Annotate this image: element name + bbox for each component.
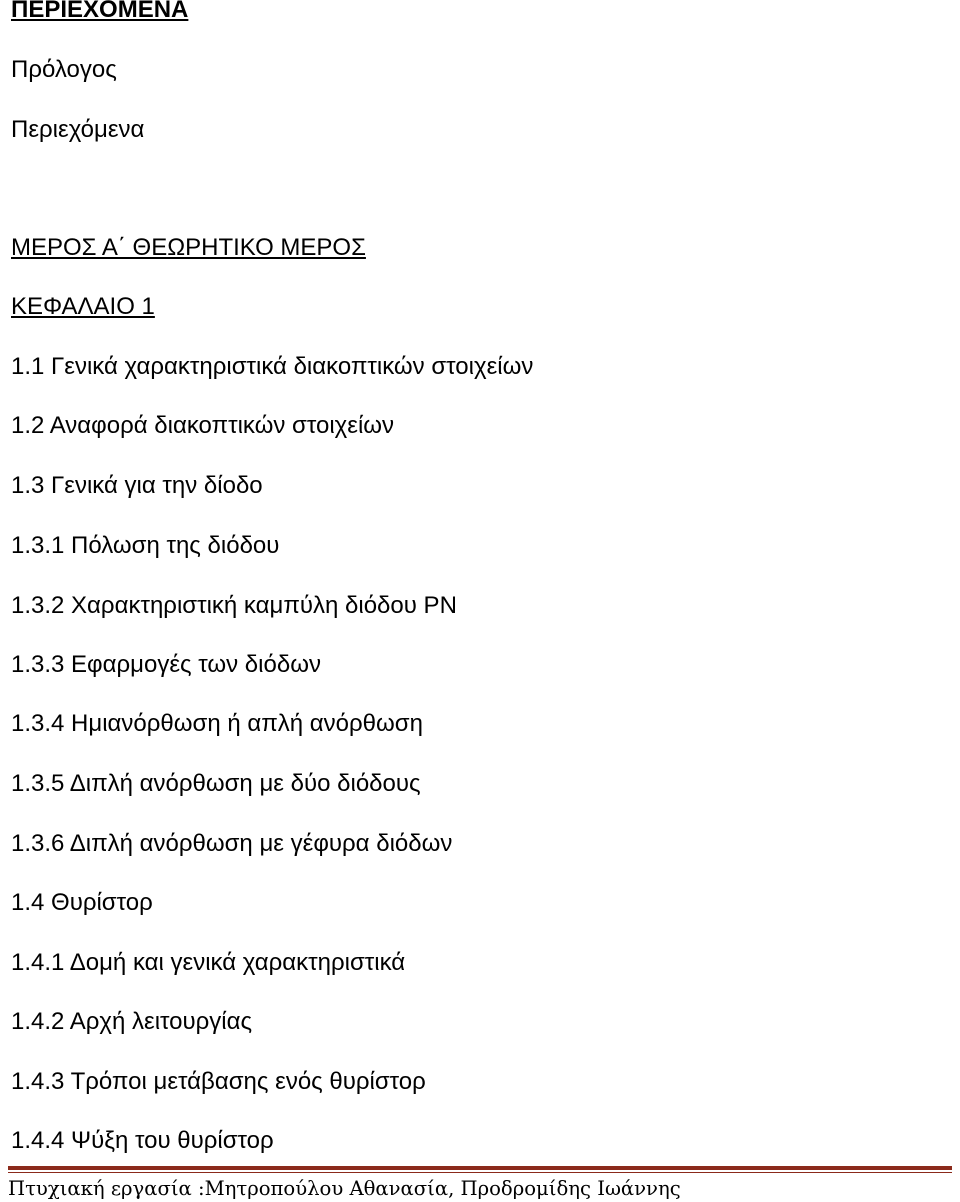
- toc-entry-1-4: 1.4 Θυρίστορ: [11, 889, 153, 916]
- toc-entry-1-3-6: 1.3.6 Διπλή ανόρθωση με γέφυρα διόδων: [11, 830, 453, 857]
- toc-entry-1-3-4: 1.3.4 Ημιανόρθωση ή απλή ανόρθωση: [11, 710, 423, 737]
- toc-front-matter-prologue: Πρόλογος: [11, 56, 117, 83]
- toc-entry-1-3-3: 1.3.3 Εφαρμογές των διόδων: [11, 651, 321, 678]
- page-title: ΠΕΡΙΕΧΟΜΕΝΑ: [11, 0, 189, 23]
- toc-front-matter-contents: Περιεχόμενα: [11, 116, 145, 143]
- toc-entry-1-3-1: 1.3.1 Πόλωση της διόδου: [11, 532, 280, 559]
- toc-chapter-title: ΚΕΦΑΛΑΙΟ 1: [11, 293, 155, 320]
- toc-entry-1-4-2: 1.4.2 Αρχή λειτουργίας: [11, 1008, 253, 1035]
- toc-entry-1-3-5: 1.3.5 Διπλή ανόρθωση με δύο διόδους: [11, 770, 421, 797]
- toc-entry-1-2: 1.2 Αναφορά διακοπτικών στοιχείων: [11, 412, 395, 439]
- toc-part-title: ΜΕΡΟΣ Α΄ ΘΕΩΡΗΤΙΚΟ ΜΕΡΟΣ: [11, 234, 366, 261]
- toc-entry-1-4-4: 1.4.4 Ψύξη του θυρίστορ: [11, 1127, 274, 1154]
- toc-entry-1-4-1: 1.4.1 Δομή και γενικά χαρακτηριστικά: [11, 949, 406, 976]
- footer-rule-thick: [8, 1166, 952, 1170]
- toc-entry-1-1: 1.1 Γενικά χαρακτηριστικά διακοπτικών στοιχείων: [11, 353, 534, 380]
- page-footer: Πτυχιακή εργασία :Μητροπούλου Αθανασία, Προδρομίδης Ιωάννης: [8, 1177, 681, 1200]
- footer-rule-thin: [8, 1172, 952, 1173]
- toc-entry-1-3-2: 1.3.2 Χαρακτηριστική καμπύλη διόδου PN: [11, 592, 457, 619]
- toc-entry-1-4-3: 1.4.3 Τρόποι μετάβασης ενός θυρίστορ: [11, 1068, 426, 1095]
- toc-entry-1-3: 1.3 Γενικά για την δίοδο: [11, 472, 263, 499]
